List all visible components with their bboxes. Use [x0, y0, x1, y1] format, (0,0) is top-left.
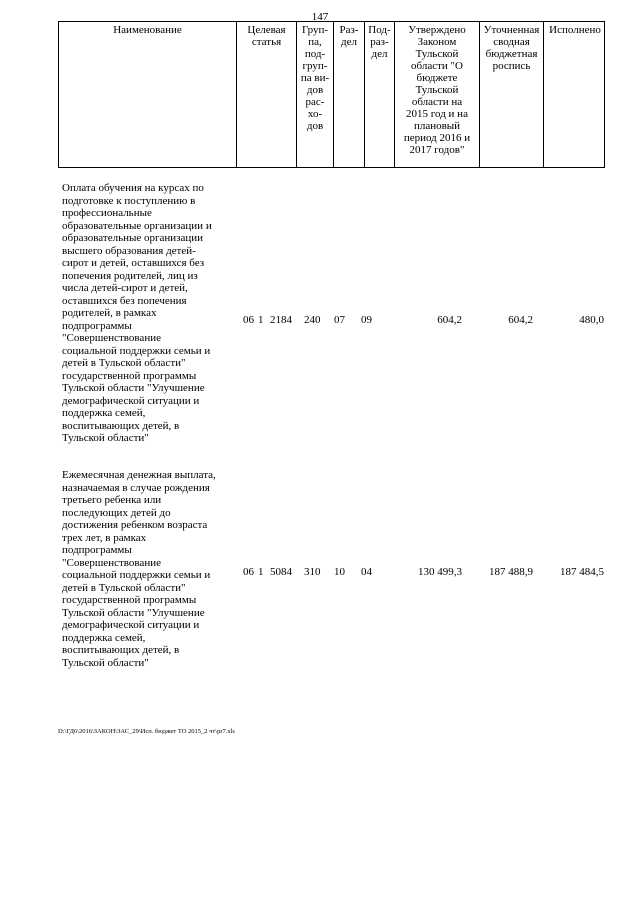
table-header	[58, 21, 605, 168]
row-values	[0, 565, 640, 579]
cell-executed: 187 484,5	[560, 566, 604, 578]
cell-approved: 130 499,3	[418, 566, 462, 578]
cell-article-direction: 5084	[270, 566, 292, 578]
cell-article-program: 06	[243, 566, 254, 578]
cell-refined: 187 488,9	[489, 566, 533, 578]
row-values	[0, 313, 640, 327]
cell-article-program: 06	[243, 314, 254, 326]
header-section: Раз- дел	[334, 22, 365, 167]
header-expense-group: Груп- па, под- груп- па ви- дов рас- хо- дов	[297, 22, 334, 167]
cell-article-direction: 2184	[270, 314, 292, 326]
cell-article-subprogram: 1	[258, 566, 264, 578]
cell-refined: 604,2	[508, 314, 533, 326]
cell-subsection: 04	[361, 566, 372, 578]
cell-article-subprogram: 1	[258, 314, 264, 326]
cell-approved: 604,2	[437, 314, 462, 326]
file-path: D:\ГД6\2016\ЗАКОН\ЗАС_29\Исп. бюджет ТО 2015_2 чт\pr7.xls	[58, 728, 235, 735]
page-number: 147	[311, 11, 329, 23]
header-refined: Уточненная сводная бюджетная роспись	[480, 22, 544, 167]
cell-section: 07	[334, 314, 345, 326]
header-approved: Утверждено Законом Тульской области "О бюджете Тульской области на 2015 год и на плановый период 2016 и 2017 годов"	[395, 22, 480, 167]
cell-section: 10	[334, 566, 345, 578]
cell-expense-group: 310	[304, 566, 321, 578]
cell-executed: 480,0	[579, 314, 604, 326]
header-target-article: Целевая статья	[237, 22, 297, 167]
row-name: Оплата обучения на курсах по подготовке к поступлению в профессиональные образовательные организации и образовательные организации высшего образования детей- сирот и детей, оставшихся без попечения родителей, лиц из числа детей-сирот и детей, оставшихся без попечения родителей, в рамках подпрограммы "Совершенствование социальной поддержки семьи и детей в Тульской области" государственной программы Тульской области "Улучшение демографической ситуации и поддержка семей, воспитывающих детей, в Тульской области"	[62, 182, 212, 444]
header-subsection: Под- раз- дел	[365, 22, 395, 167]
cell-expense-group: 240	[304, 314, 321, 326]
row-name: Ежемесячная денежная выплата, назначаемая в случае рождения третьего ребенка или последующих детей до достижения ребенком возраста трех лет, в рамках подпрограммы "Совершенствование социальной поддержки семьи и детей в Тульской области" государственной программы Тульской области "Улучшение демографической ситуации и поддержка семей, воспитывающих детей, в Тульской области"	[62, 469, 216, 669]
cell-subsection: 09	[361, 314, 372, 326]
header-name: Наименование	[59, 22, 237, 167]
header-executed: Исполнено	[549, 24, 601, 36]
